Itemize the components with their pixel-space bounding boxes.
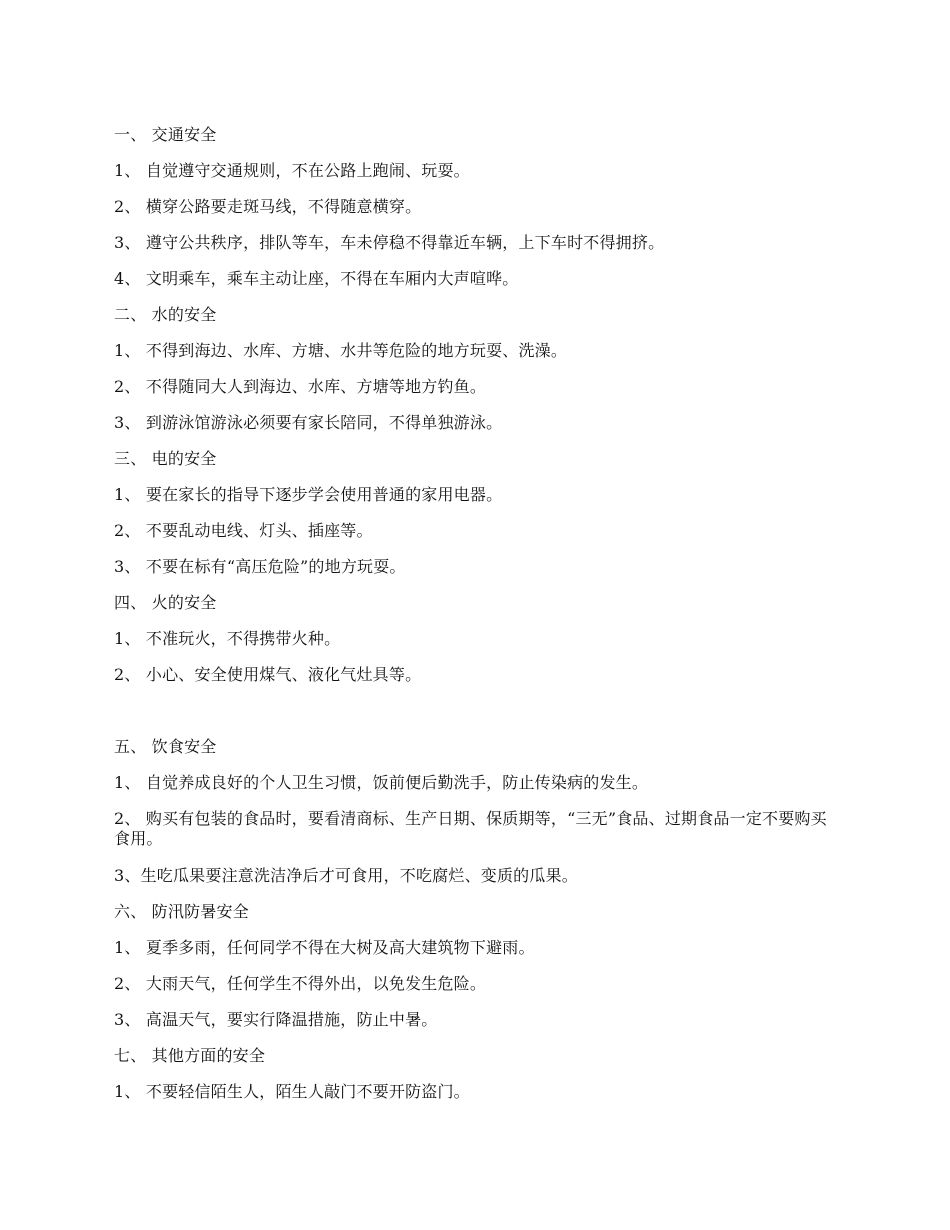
list-item: 2、 不要乱动电线、灯头、插座等。 bbox=[114, 521, 373, 540]
list-item: 2、 小心、安全使用煤气、液化气灶具等。 bbox=[114, 665, 422, 684]
list-item: 1、 夏季多雨，任何同学不得在大树及高大建筑物下避雨。 bbox=[114, 938, 535, 957]
document-content bbox=[114, 125, 834, 1118]
section-heading-flood-heat: 六、 防汛防暑安全 bbox=[114, 902, 249, 921]
section-heading-water: 二、 水的安全 bbox=[114, 305, 217, 324]
section-heading-electricity: 三、 电的安全 bbox=[114, 449, 217, 468]
list-item: 1、 不要轻信陌生人，陌生人敲门不要开防盗门。 bbox=[114, 1082, 470, 1101]
list-item: 4、 文明乘车，乘车主动让座，不得在车厢内大声喧哗。 bbox=[114, 269, 519, 288]
list-item: 3、生吃瓜果要注意洗洁净后才可食用，不吃腐烂、变质的瓜果。 bbox=[114, 866, 578, 885]
section-heading-other: 七、 其他方面的安全 bbox=[114, 1046, 266, 1065]
section-spacer bbox=[114, 701, 834, 737]
list-item: 2、 横穿公路要走斑马线，不得随意横穿。 bbox=[114, 197, 422, 216]
list-item: 3、 高温天气，要实行降温措施，防止中暑。 bbox=[114, 1010, 438, 1029]
section-heading-traffic: 一、 交通安全 bbox=[114, 125, 217, 144]
list-item: 2、 大雨天气，任何学生不得外出，以免发生危险。 bbox=[114, 974, 487, 993]
list-item: 3、 到游泳馆游泳必须要有家长陪同，不得单独游泳。 bbox=[114, 413, 503, 432]
list-item: 1、 不得到海边、水库、方塘、水井等危险的地方玩耍、洗澡。 bbox=[114, 341, 568, 360]
list-item: 2、 不得随同大人到海边、水库、方塘等地方钓鱼。 bbox=[114, 377, 487, 396]
list-item: 1、 不准玩火，不得携带火种。 bbox=[114, 629, 341, 648]
list-item: 1、 自觉遵守交通规则，不在公路上跑闹、玩耍。 bbox=[114, 161, 470, 180]
list-item: 1、 要在家长的指导下逐步学会使用普通的家用电器。 bbox=[114, 485, 503, 504]
list-item: 1、 自觉养成良好的个人卫生习惯，饭前便后勤洗手，防止传染病的发生。 bbox=[114, 773, 649, 792]
list-item: 3、 遵守公共秩序，排队等车，车未停稳不得靠近车辆，上下车时不得拥挤。 bbox=[114, 233, 665, 252]
list-item: 3、 不要在标有“高压危险”的地方玩耍。 bbox=[114, 557, 406, 576]
section-heading-fire: 四、 火的安全 bbox=[114, 593, 217, 612]
section-heading-food: 五、 饮食安全 bbox=[114, 737, 217, 756]
list-item: 2、 购买有包装的食品时，要看清商标、生产日期、保质期等，“三无”食品、过期食品一定不要购买食用。 bbox=[114, 809, 827, 848]
